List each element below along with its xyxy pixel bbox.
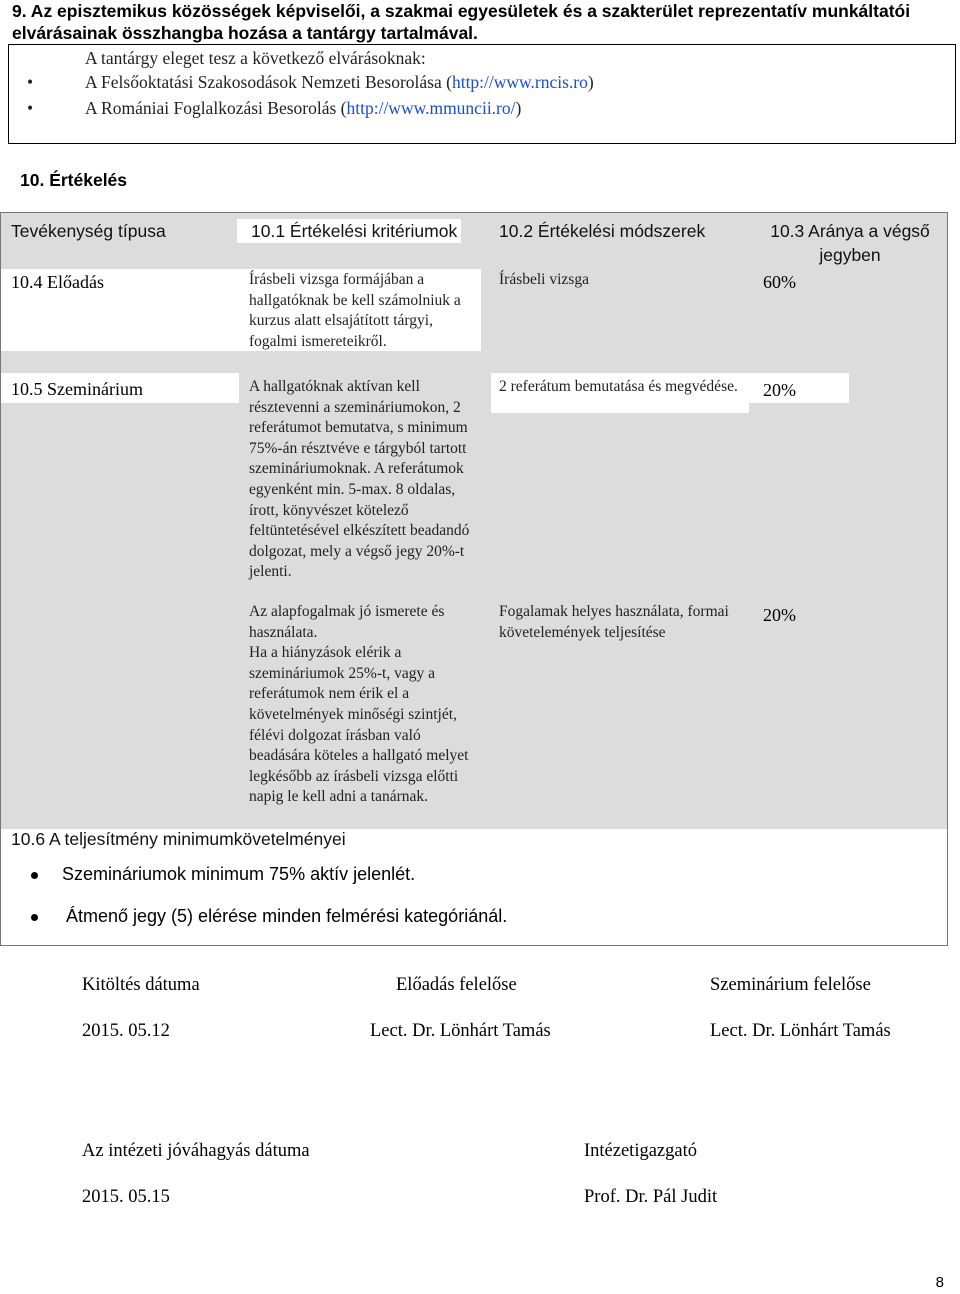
approval-date: 2015. 05.15 [82, 1187, 170, 1207]
section-9-title: 9. Az episztemikus közösségek képviselői, a szakmai egyesületek és a szakterület reprezentatív munkáltatói elvárásainak összhangba hozása a tantárgy tartalmával. [12, 1, 911, 43]
seminar-responsible: Lect. Dr. Lönhárt Tamás [710, 1021, 891, 1041]
item-text-end: ) [515, 98, 522, 118]
fill-date: 2015. 05.12 [82, 1021, 170, 1041]
director-label: Intézetigazgató [584, 1141, 697, 1161]
seminar-method-1: 2 referátum bemutatása és megvédése. [499, 378, 738, 395]
rncis-link[interactable]: http://www.rncis.ro [451, 72, 588, 92]
seminar-activity: 10.5 Szeminárium [11, 379, 143, 399]
minimum-item-1 [31, 863, 415, 885]
header-share: 10.3 Aránya a végső jegyben [770, 221, 930, 265]
mmuncii-link[interactable]: http://www.mmuncii.ro/ [346, 98, 516, 118]
lecture-responsible-label: Előadás felelőse [396, 975, 517, 995]
director-name: Prof. Dr. Pál Judit [584, 1187, 718, 1207]
lecture-criteria: Írásbeli vizsga formájában a hallgatóknak be kell számolniuk a kurzus alatt elsajátított tárgyi, fogalmi ismereteikről. [249, 271, 461, 350]
lecture-method: Írásbeli vizsga [499, 271, 589, 288]
seminar-share-1: 20% [763, 380, 796, 400]
approval-date-label: Az intézeti jóváhagyás dátuma [82, 1141, 310, 1161]
page-number: 8 [935, 1274, 944, 1291]
header-methods: 10.2 Értékelési módszerek [499, 221, 706, 241]
seminar-responsible-label: Szeminárium felelőse [710, 975, 871, 995]
bullet-icon [31, 914, 38, 921]
seminar-method-2: Fogalamak helyes használata, formai követelemények teljesítése [499, 603, 729, 641]
fill-date-label: Kitöltés dátuma [82, 975, 200, 995]
header-criteria: 10.1 Értékelési kritériumok [237, 219, 461, 243]
section-9-intro: A tantárgy eleget tesz a következő elvárásoknak: [85, 48, 426, 68]
section-9-box [8, 44, 956, 144]
bullet-icon: • [27, 72, 34, 92]
section-10-heading: 10. Értékelés [20, 170, 128, 190]
minimum-item-2 [31, 905, 507, 927]
section-9-item-2 [27, 97, 522, 119]
seminar-criteria-2: Az alapfogalmak jó ismerete és használata. Ha a hiányzások elérik a szemináriumok 25%-t, vagy a referátumok nem érik el a követelmények minőségi szintjét, félévi dolgozat írásban való beadására köteles a hallgató melyet legkésőbb az írásbeli vizsga előtti napig le kell adni a tanárnak. [249, 603, 469, 806]
lecture-activity: 10.4 Előadás [11, 272, 104, 292]
seminar-share-2: 20% [763, 605, 796, 625]
item-text: A Romániai Foglalkozási Besorolás ( [85, 98, 347, 118]
bullet-icon [31, 872, 38, 879]
header-activity-type: Tevékenység típusa [11, 221, 166, 241]
minimum-requirements-heading: 10.6 A teljesítmény minimumkövetelményei [11, 829, 346, 849]
seminar-criteria-1: A hallgatóknak aktívan kell résztevenni a szemináriumokon, 2 referátumot bemutatva, s minimum 75%-án résztvéve e tárgyból tartott szemináriumoknak. A referátumok egyenként min. 5-max. 8 oldalas, írott, könyvészet kötelező feltüntetésével elkészített beadandó dolgozat, mely a végső jegy 20%-t jelenti. [249, 378, 470, 581]
bullet-icon: • [27, 98, 34, 118]
section-9-item-1 [27, 71, 594, 93]
minimum-item-text: Átmenő jegy (5) elérése minden felmérési kategóriánál. [66, 906, 508, 926]
item-text-end: ) [587, 72, 594, 92]
lecture-share: 60% [763, 272, 796, 292]
minimum-item-text: Szemináriumok minimum 75% aktív jelenlét. [62, 864, 416, 884]
lecture-responsible: Lect. Dr. Lönhárt Tamás [370, 1021, 551, 1041]
evaluation-table [0, 212, 948, 946]
item-text: A Felsőoktatási Szakosodások Nemzeti Besorolása ( [85, 72, 452, 92]
